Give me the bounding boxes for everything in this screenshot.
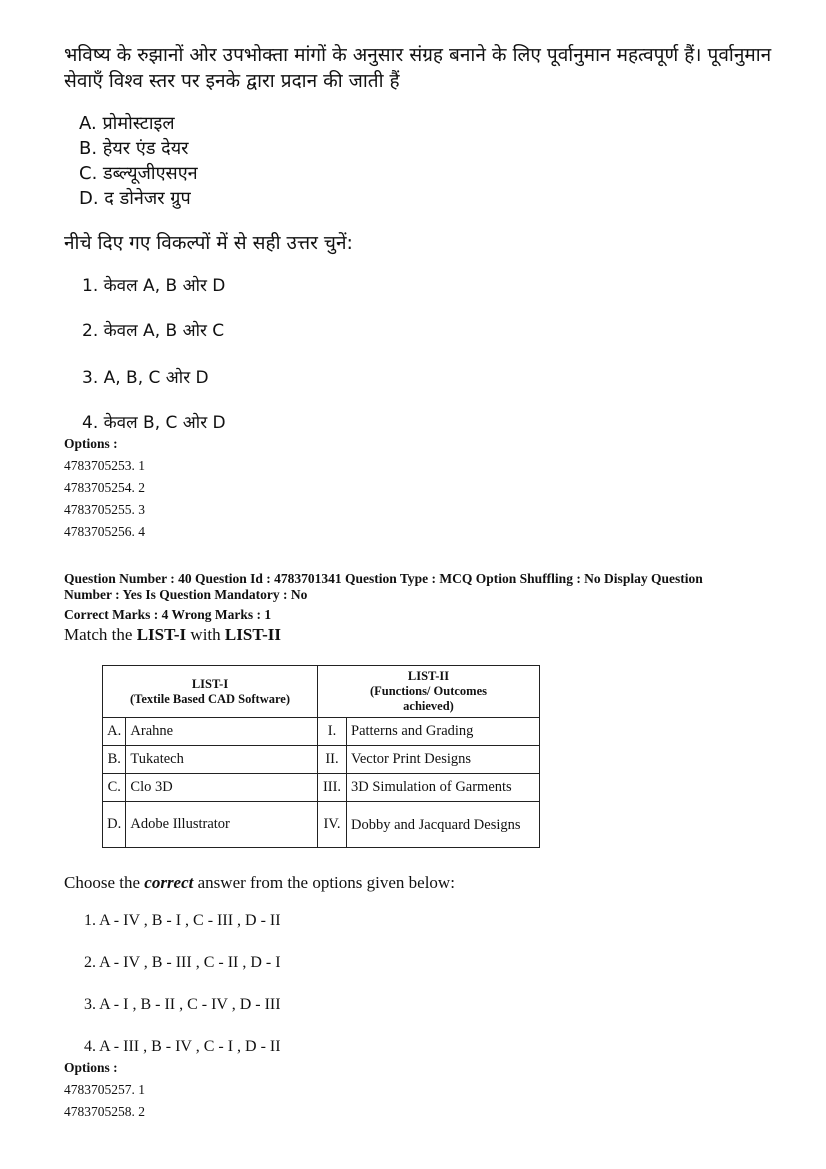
q40-choose-prefix: Choose the — [64, 873, 145, 892]
list1-key: C. — [103, 774, 126, 802]
q39-statement-d: D. द डोनेजर ग्रुप — [79, 188, 191, 209]
q40-choice-3: 3. A - I , B - II , C - IV , D - III — [84, 996, 281, 1013]
list2-key: III. — [318, 774, 347, 802]
q40-match-instruction — [64, 625, 281, 645]
q40-header — [64, 571, 764, 603]
q39-choice-1: 1. केवल A, B ओर D — [82, 276, 226, 296]
table-row — [103, 774, 540, 802]
table-row — [103, 746, 540, 774]
list1-subtitle: (Textile Based CAD Software) — [129, 691, 291, 706]
q39-option-3: 4783705255. 3 — [64, 502, 145, 517]
list2-key: I. — [318, 718, 347, 746]
q40-choice-4: 4. A - III , B - IV , C - I , D - II — [84, 1038, 281, 1055]
q39-choice-4: 4. केवल B, C ओर D — [82, 413, 226, 433]
q40-match-with: with — [186, 625, 225, 644]
q40-match-list1: LIST-I — [136, 625, 187, 644]
q39-question-text: भविष्य के रुझानों ओर उपभोक्ता मांगों के अनुसार संग्रह बनाने के लिए पूर्वानुमान महत्वपूर्ण हैं। पूर्वानुमान सेवाएँ विश्व स्तर पर इनके द्वारा प्रदान की जाती हैं — [64, 44, 772, 92]
q39-statement-a: A. प्रोमोस्टाइल — [79, 113, 175, 134]
list2-value: Dobby and Jacquard Designs — [347, 802, 540, 848]
q39-instruction: नीचे दिए गए विकल्पों में से सही उत्तर चुनें: — [64, 232, 353, 254]
table-header-row — [103, 666, 540, 718]
q40-options-label: Options : — [64, 1060, 118, 1075]
list2-header — [318, 666, 540, 718]
list1-value: Adobe Illustrator — [126, 802, 318, 848]
q40-choose-instruction — [64, 873, 455, 893]
q39-choice-3: 3. A, B, C ओर D — [82, 368, 209, 388]
list1-value: Clo 3D — [126, 774, 318, 802]
q40-choose-suffix: answer from the options given below: — [193, 873, 455, 892]
table-row — [103, 718, 540, 746]
q40-option-2: 4783705258. 2 — [64, 1104, 145, 1119]
list2-value: Vector Print Designs — [347, 746, 540, 774]
q39-statement-b: B. हेयर एंड देयर — [79, 138, 189, 159]
list2-value: Patterns and Grading — [347, 718, 540, 746]
list2-subtitle-1: (Functions/ Outcomes — [369, 684, 487, 698]
list1-key: A. — [103, 718, 126, 746]
list1-header — [103, 666, 318, 718]
list2-key: II. — [318, 746, 347, 774]
list2-title: LIST-II — [407, 669, 450, 683]
q40-header-line2: Number : Yes Is Question Mandatory : No — [64, 587, 308, 602]
q39-choice-2: 2. केवल A, B ओर C — [82, 321, 225, 341]
q40-marks: Correct Marks : 4 Wrong Marks : 1 — [64, 607, 272, 622]
q40-choice-2: 2. A - IV , B - III , C - II , D - I — [84, 954, 281, 971]
q40-choose-emphasis: correct — [144, 873, 194, 892]
q40-match-table — [102, 665, 540, 848]
list1-key: B. — [103, 746, 126, 774]
list1-value: Tukatech — [126, 746, 318, 774]
q40-header-line1: Question Number : 40 Question Id : 4783701341 Question Type : MCQ Option Shuffling : No Display Question — [64, 571, 703, 586]
list1-title: LIST-I — [191, 676, 229, 691]
q39-options-label: Options : — [64, 436, 118, 451]
list2-value: 3D Simulation of Garments — [347, 774, 540, 802]
q39-statement-c: C. डब्ल्यूजीएसएन — [79, 163, 198, 184]
q40-match-list2: LIST-II — [224, 625, 281, 644]
list2-key: IV. — [318, 802, 347, 848]
table-row — [103, 802, 540, 848]
list1-key: D. — [103, 802, 126, 848]
q39-option-4: 4783705256. 4 — [64, 524, 145, 539]
list1-value: Arahne — [126, 718, 318, 746]
q40-match-prefix: Match the — [64, 625, 137, 644]
q40-choice-1: 1. A - IV , B - I , C - III , D - II — [84, 912, 281, 929]
q39-option-1: 4783705253. 1 — [64, 458, 145, 473]
q39-option-2: 4783705254. 2 — [64, 480, 145, 495]
q40-option-1: 4783705257. 1 — [64, 1082, 145, 1097]
list2-subtitle-2: achieved) — [403, 699, 454, 713]
